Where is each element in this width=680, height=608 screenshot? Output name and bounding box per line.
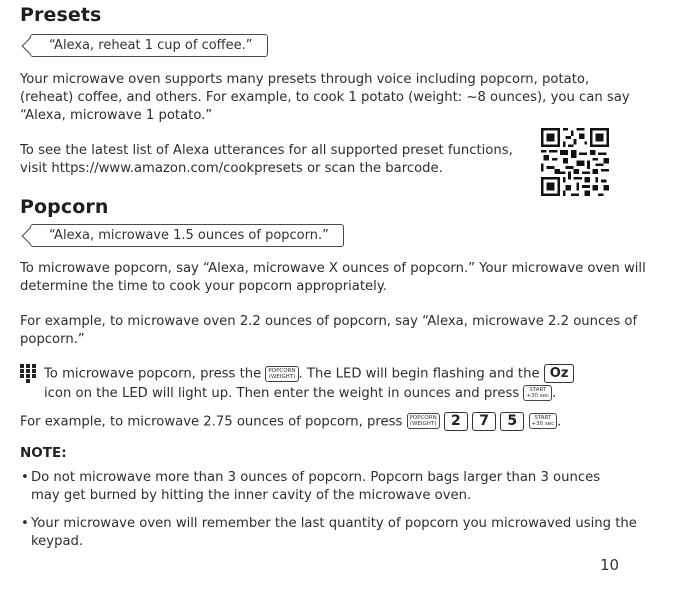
presets-paragraph-1: Your microwave oven supports many presets through voice including popcorn, potato, (reheat) coffee, and others. For example, to cook 1 potato (weight: ~8 ounces), you can say “Alexa, microwave 1 potato.” (20, 72, 630, 123)
qr-code-icon (541, 128, 609, 196)
popcorn-weight-key: POPCORN (WEIGHT) (265, 366, 298, 382)
keypad-instruction (20, 364, 660, 403)
manual-page (20, 0, 660, 551)
note-item: • Do not microwave more than 3 ounces of popcorn. Popcorn bags larger than 3 ounces may get burned by hitting the inner cavity of the microwave oven. (20, 469, 631, 505)
example-line: For example, to microwave 2.75 ounces of popcorn, press POPCORN (WEIGHT) 2 7 5 START +30 sec . (20, 413, 562, 429)
keypad-line-1: To microwave popcorn, press the POPCORN (WEIGHT) . The LED will begin flashing and the Oz (44, 364, 574, 384)
oz-key: Oz (544, 364, 575, 383)
popcorn-paragraph-1: To microwave popcorn, say “Alexa, microwave X ounces of popcorn.” Your microwave oven will determine the time to cook your popcorn appropriately. (20, 261, 646, 294)
popcorn-heading: Popcorn (20, 196, 109, 218)
note-item: • Your microwave oven will remember the last quantity of popcorn you microwaved using the keypad. (20, 515, 660, 551)
note-list (20, 469, 660, 551)
popcorn-paragraph-2: For example, to microwave oven 2.2 ounces of popcorn, say “Alexa, microwave 2.2 ounces of popcorn.” (20, 314, 638, 347)
page-number: 10 (600, 556, 620, 574)
popcorn-weight-key-example: POPCORN (WEIGHT) (407, 413, 440, 429)
digit-key-7: 7 (472, 412, 496, 431)
note-title: NOTE: (20, 445, 67, 461)
presets-heading: Presets (20, 4, 102, 26)
popcorn-utterance-bubble: “Alexa, microwave 1.5 ounces of popcorn.” (30, 224, 344, 247)
keypad-grid-icon (20, 364, 36, 403)
start-key: START +30 sec (523, 385, 552, 401)
presets-utterance-bubble: “Alexa, reheat 1 cup of coffee.” (30, 34, 268, 57)
digit-key-2: 2 (444, 412, 468, 431)
start-key-example: START +30 sec (529, 413, 558, 429)
digit-key-5: 5 (500, 412, 524, 431)
presets-paragraph-2: To see the latest list of Alexa utterances for all supported preset functions, visit https://www.amazon.com/cookpresets or scan the barcode. (20, 143, 513, 176)
keypad-line-2: icon on the LED will light up. Then enter the weight in ounces and press START +30 sec . (44, 385, 557, 401)
